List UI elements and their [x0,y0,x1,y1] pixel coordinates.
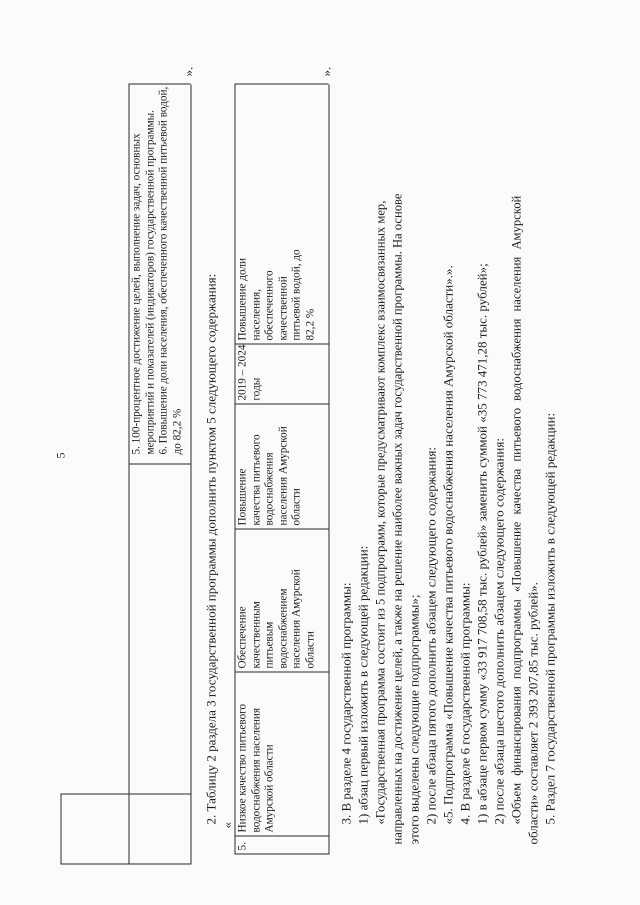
closing-quote: ». [180,66,196,77]
table-border [235,854,329,855]
table-cell-task [237,426,305,525]
table-line: обеспеченного [263,270,276,341]
table-cell-result [237,249,318,340]
table-border [235,85,236,855]
table-line: водоснабжения [263,452,276,526]
table-line: качества питьевого [250,434,262,526]
table-border [235,672,329,673]
table-cell-goal [237,569,318,668]
table-border [61,794,191,795]
table-border [329,85,330,855]
table-line: 6. Повышение доли населения, обеспеченного качественной питьевой водой, [157,86,170,455]
table-line: водоснабжения населения [250,707,262,833]
closing-quote: ». [318,66,334,77]
table-line: питьевым [263,621,276,669]
table-line: годы [250,377,262,401]
paragraph: «5. Подпрограмма «Повышение качества питьевого водоснабжения населения Амурской области».». [440,265,456,825]
table-border [235,836,329,837]
paragraph: 3. В разделе 4 государственной программы: [338,582,354,825]
table-line: питьевой водой, до [290,249,303,341]
table-line: населения Амурской [290,569,303,669]
paragraph: этого выделены следующие подпрограммы»; [406,594,422,845]
table-line: качественным [250,601,262,669]
paragraph: 4. В разделе 6 государственной программы: [457,582,473,825]
paragraph: направленных на достижение целей, а также на решение наиболее важных задач государственной программы. На основе [390,193,405,845]
page-number: 5 [53,452,68,459]
paragraph: 5. Раздел 7 государственной программы изложить в следующей редакции: [542,412,558,825]
table-border [61,795,62,865]
paragraph: 2) после абзаца шестого дополнить абзацем следующего содержания: [491,438,507,825]
table-line: населения, [250,289,262,341]
table-border [129,85,130,865]
table-line: мероприятий и показателей (индикаторов) государственной программы. [144,110,156,455]
table-border [235,529,329,530]
table-cell-problem [237,704,278,833]
table-line: Низкое качество питьевого [236,703,249,833]
paragraph: области» составляет 2 393 207,85 тыс. рублей». [525,582,541,845]
paragraph: «Объем финансирования подпрограммы «Повышение качества питьевого водоснабжения населения Амурской [509,195,524,825]
table-border [129,84,191,85]
table-line: области [290,488,303,526]
table-line: Повышение доли [236,258,249,341]
table-line: 2019 – 2024 [236,344,249,401]
table-border [235,404,329,405]
paragraph: 1) в абзаце первом сумму «33 917 708,58 тыс. рублей» заменить суммой «35 773 471,28 тыс. рублей»; [474,263,490,825]
table-border [61,864,191,865]
table-num: 5. [236,842,249,851]
table-line: Амурской области [263,744,276,833]
table-line: населения Амурской [277,426,289,526]
table-line: до 82,2 % [171,408,183,455]
table-cell-years [237,345,264,401]
paragraph: 2) после абзаца пятого дополнить абзацем следующего содержания: [423,446,439,825]
table-line: Обеспечение [236,606,249,669]
rotated-page [1,0,640,905]
table-line: водоснабжением [277,588,289,669]
table-border [129,464,191,465]
paragraph: «Государственная программа состоит из 5 подпрограмм, которые предусматривают комплекс взаимосвязанных мер, [373,200,388,825]
open-quote: « [219,822,235,829]
table-border [235,84,329,85]
table-line: качественной [277,276,289,341]
table-line: Повышение [236,468,249,526]
top-table-cell [131,87,185,455]
table-line: области [304,631,316,669]
table-border [191,85,192,865]
table-line: 5. 100-процентное достижение целей, выполнение задач, основных [130,133,143,455]
paragraph: 1) абзац первый изложить в следующей редакции: [355,545,371,825]
paragraph: 2. Таблицу 2 раздела 3 государственной программы дополнить пунктом 5 следующего содержания: [203,273,219,825]
table-line: 82,2 % [304,308,316,341]
